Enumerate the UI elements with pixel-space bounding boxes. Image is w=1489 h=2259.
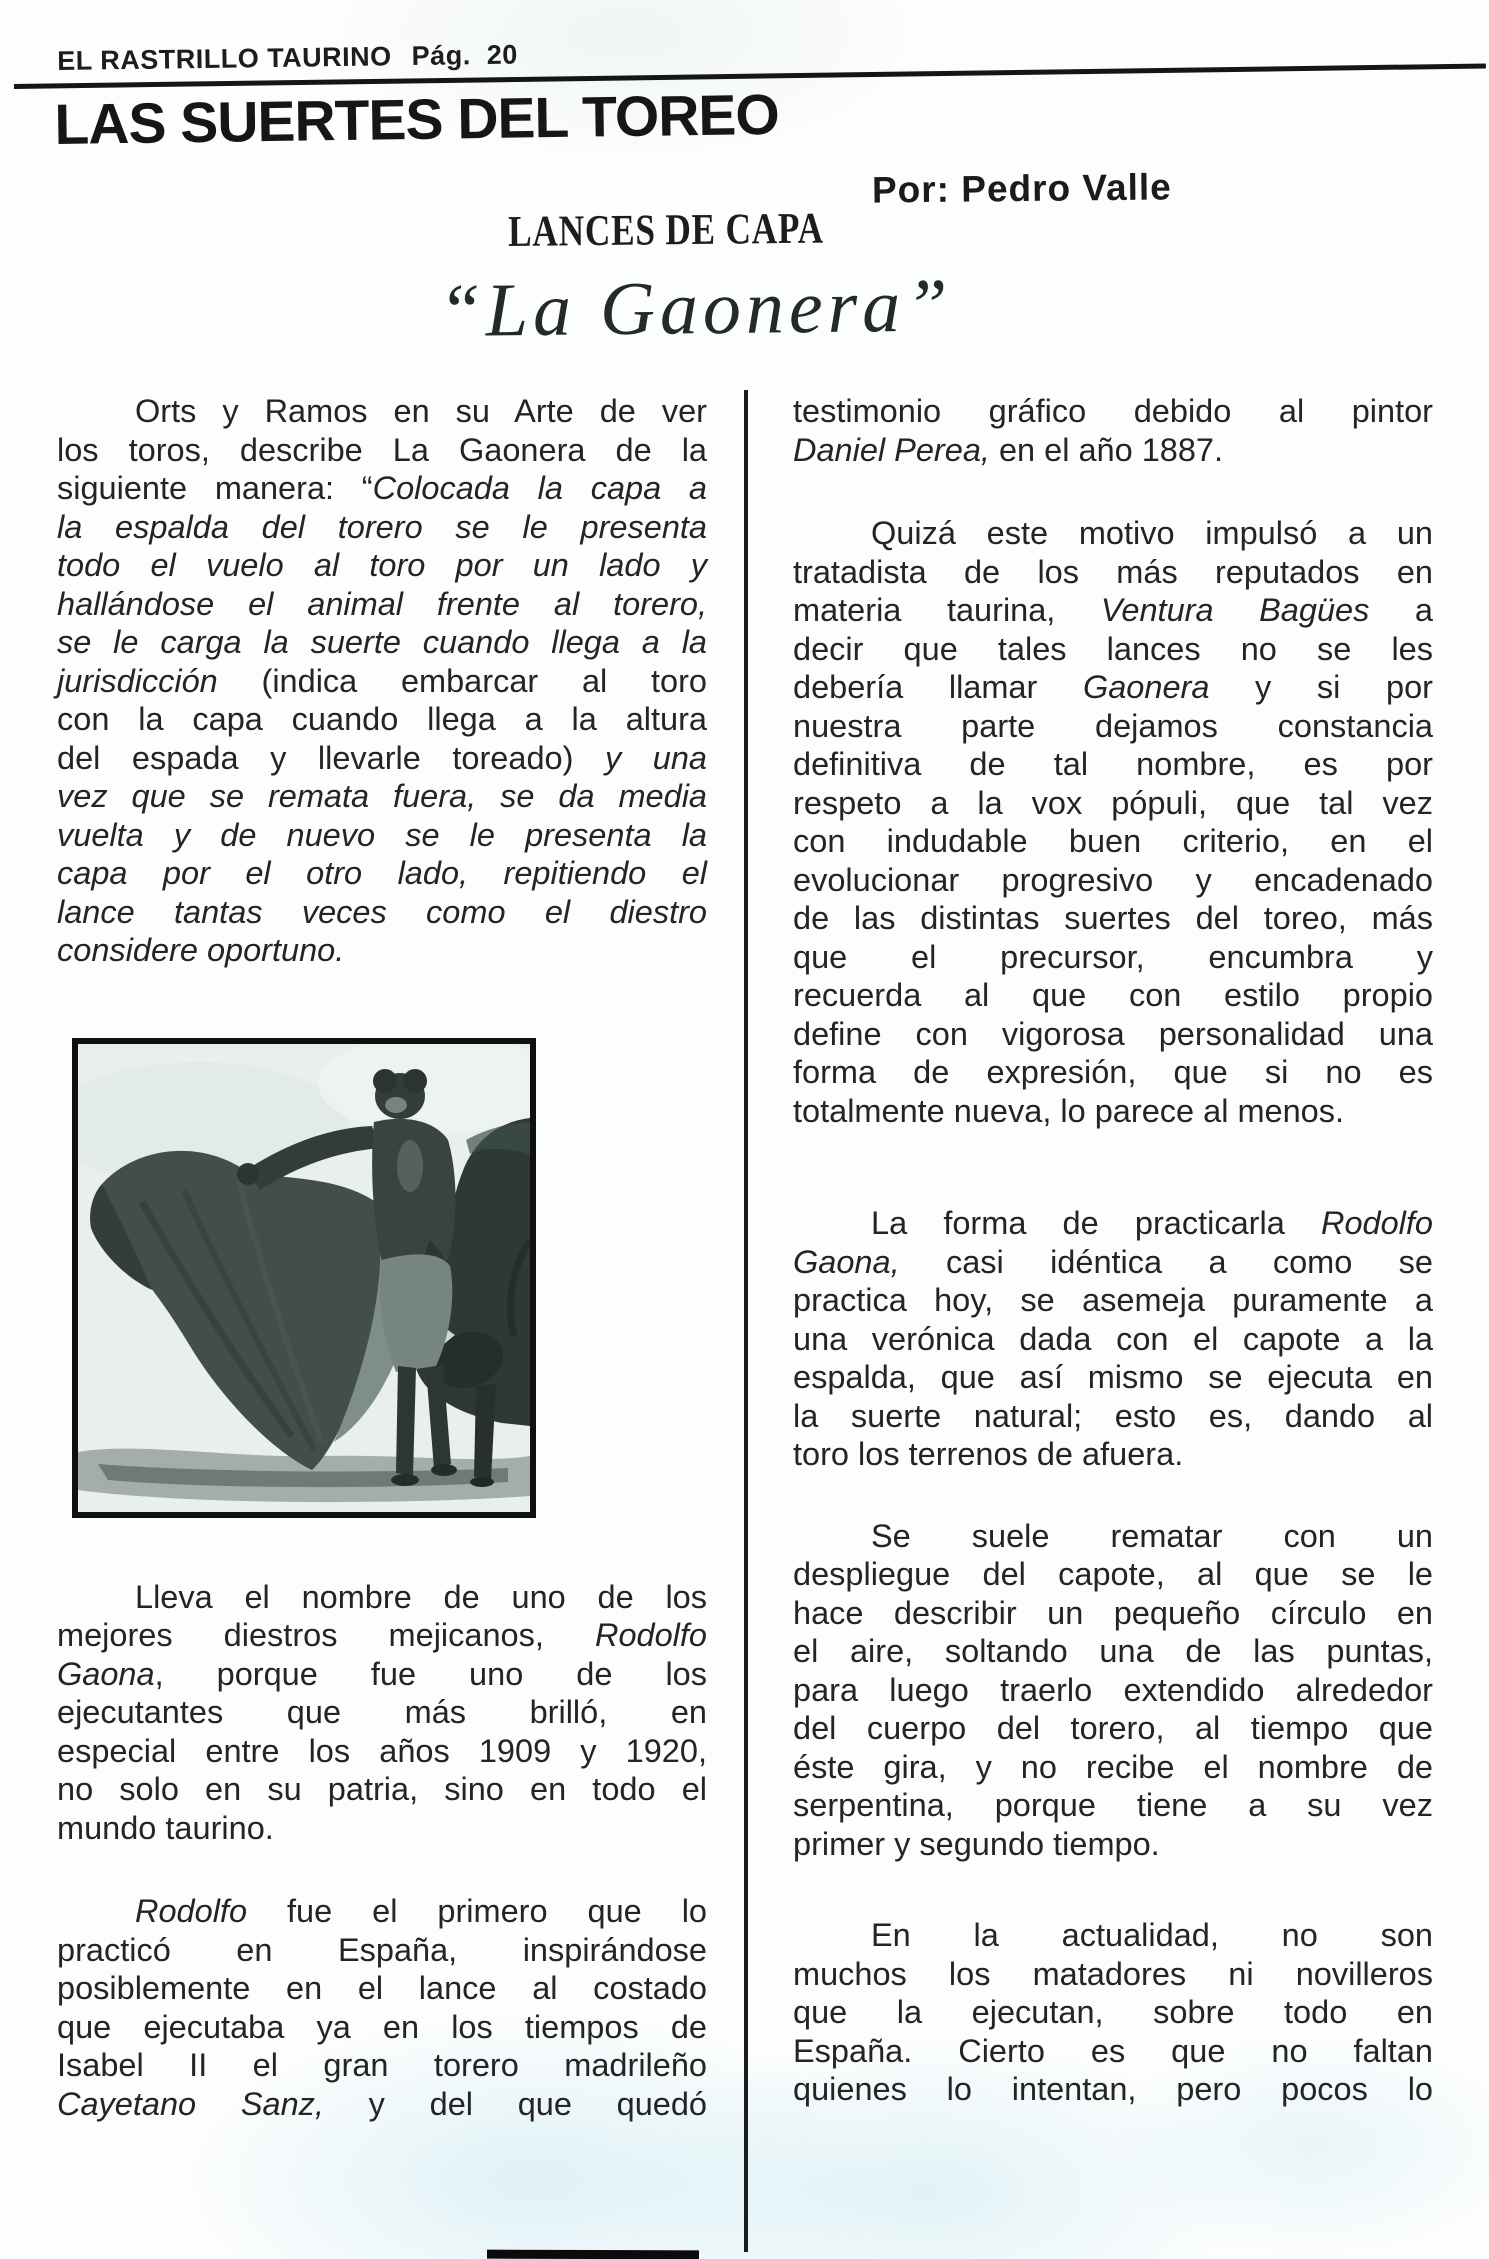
masthead [57,40,518,77]
masthead-title: EL RASTRILLO TAURINO [57,41,392,76]
body-paragraph: Lleva el nombre de uno de los mejores diestros mejicanos, Rodolfo Gaona, porque fue uno de los ejecutantes que más brilló, en especial entre los años 1909 y 1920, no solo en su patria, sino en todo el mundo taurino. [57,1578,707,1846]
body-paragraph: En la actualidad, no son muchos los matadores ni novilleros que la ejecutan, sobre todo en España. Cierto es que no faltan quienes lo intentan, pero pocos lo [793,1917,1433,2107]
byline: Por: Pedro Valle [871,166,1172,211]
body-paragraph: Quizá este motivo impulsó a un tratadista de los más reputados en materia taurina, Ventura Bagües a decir que tales lances no se les debería llamar Gaonera y si por nuestra parte dejamos constancia definitiva de tal nombre, es por respeto a la vox pópuli, que tal vez con indudable buen criterio, en el evolucionar progresivo y encadenado de las distintas suertes del toreo, más que el precursor, encumbra y recuerda al que con estilo propio define con vigorosa personalidad una forma de expresión, que si no es totalmente nueva, lo parece al menos. [793,515,1433,1129]
gaonera-illustration [72,1038,536,1518]
left-column [57,392,707,2123]
body-paragraph: Rodolfo fue el primero que lo practicó en España, inspirándose posiblemente en el lance al costado que ejecutaba ya en los tiempos de Isabel II el gran torero madrileño Cayetano Sanz, y del que quedó [57,1893,708,2122]
column-divider [744,390,748,2252]
right-column [793,392,1433,2109]
scan-artifact [487,2250,699,2259]
kicker-heading: LANCES DE CAPA [508,203,824,256]
body-paragraph: Se suele rematar con un despliegue del capote, al que se le hace describir un pequeño círculo en el aire, soltando una de las puntas, para luego traerlo extendido alrededor del cuerpo del torero, al tiempo que éste gira, y no recibe el nombre de serpentina, porque tiene a su vez primer y segundo tiempo. [793,1517,1433,1862]
body-paragraph: Orts y Ramos en su Arte de ver los toros, describe La Gaonera de la siguiente manera: “Colocada la capa a la espalda del torero se le presenta todo el vuelo al toro por un lado y hallándose el animal frente al torero, se le carga la suerte cuando llega a la jurisdicción (indica embarcar al toro con la capa cuando llega a la altura del espada y llevarle toreado) y una vez que se remata fuera, se da media vuelta y de nuevo se le presenta la capa por el otro lado, repitiendo el lance tantas veces como el diestro considere oportuno. [57,393,708,968]
page-title: LAS SUERTES DEL TOREO [54,82,780,157]
page-number: 20 [486,39,518,70]
page-label: Pág. [411,40,471,72]
body-paragraph: La forma de practicarla Rodolfo Gaona, casi idéntica a como se practica hoy, se asemeja puramente a una verónica dada con el capote a la espalda, que así mismo se ejecuta en la suerte natural; esto es, dando al toro los terrenos de afuera. [793,1205,1433,1472]
body-paragraph: testimonio gráfico debido al pintor Daniel Perea, en el año 1887. [793,393,1433,468]
article-headline: “La Gaonera” [438,263,953,353]
